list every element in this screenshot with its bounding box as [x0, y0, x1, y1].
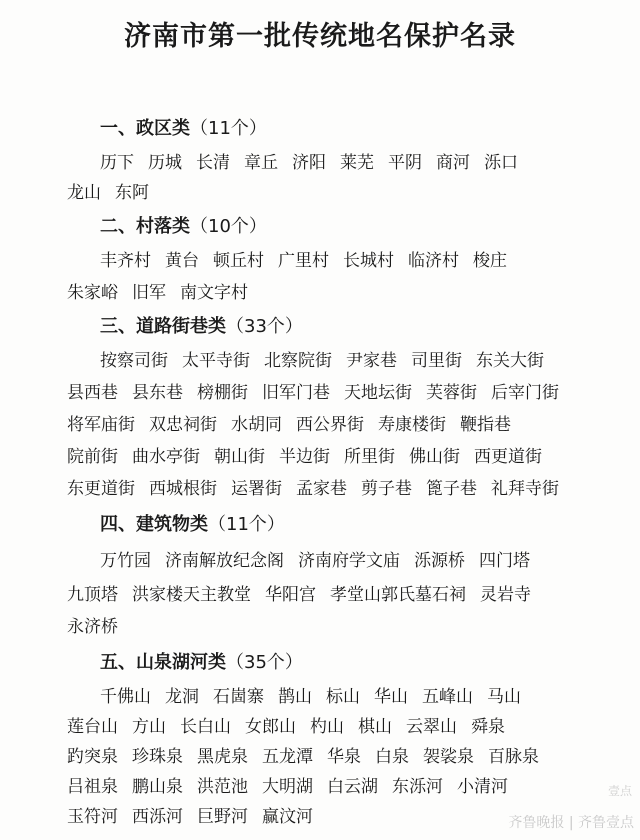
list-item: 石崮寨 [213, 687, 264, 707]
section-heading-count: （10个） [190, 216, 267, 237]
list-item: 标山 [326, 687, 360, 707]
section-heading-name: 一、政区类 [100, 118, 190, 139]
list-item: 方山 [132, 717, 166, 737]
list-item: 篦子巷 [426, 479, 477, 499]
list-item: 济南府学文庙 [298, 551, 400, 571]
list-item: 长城村 [343, 251, 394, 271]
list-item: 四门塔 [479, 551, 530, 571]
list-item: 小清河 [457, 777, 508, 797]
list-item: 珍珠泉 [132, 747, 183, 767]
list-item: 旧军门巷 [262, 383, 330, 403]
list-item: 孟家巷 [296, 479, 347, 499]
list-item: 西泺河 [132, 807, 183, 827]
list-item: 杓山 [310, 717, 344, 737]
list-item: 马山 [487, 687, 521, 707]
list-item: 长清 [196, 153, 230, 173]
list-item: 所里街 [344, 447, 395, 467]
section-heading [100, 114, 267, 140]
list-item: 剪子巷 [361, 479, 412, 499]
list-item: 西更道街 [474, 447, 542, 467]
list-item: 曲水亭街 [132, 447, 200, 467]
list-row [67, 178, 163, 203]
list-item: 朝山街 [214, 447, 265, 467]
list-item: 司里街 [411, 351, 462, 371]
section-heading-count: （35个） [226, 652, 303, 673]
list-item: 水胡同 [231, 415, 282, 435]
section-heading-count: （33个） [226, 316, 303, 337]
list-item: 长白山 [180, 717, 231, 737]
list-item: 巨野河 [197, 807, 248, 827]
list-item: 寿康楼街 [378, 415, 446, 435]
list-item: 泺源桥 [414, 551, 465, 571]
section-heading [100, 648, 303, 674]
list-item: 华阳宫 [265, 585, 316, 605]
list-row [67, 580, 545, 605]
list-row [100, 546, 544, 571]
list-item: 后宰门街 [491, 383, 559, 403]
list-item: 双忠祠街 [149, 415, 217, 435]
section-heading-name: 三、道路街巷类 [100, 316, 226, 337]
section-heading [100, 212, 267, 238]
list-item: 丰齐村 [100, 251, 151, 271]
list-item: 黄台 [165, 251, 199, 271]
list-item: 洪家楼天主教堂 [132, 585, 251, 605]
list-item: 礼拜寺街 [491, 479, 559, 499]
list-item: 章丘 [244, 153, 278, 173]
list-item: 九顶塔 [67, 585, 118, 605]
list-item: 永济桥 [67, 617, 118, 637]
list-item: 女郎山 [245, 717, 296, 737]
list-item: 佛山街 [409, 447, 460, 467]
list-item: 西公界街 [296, 415, 364, 435]
section-heading [100, 510, 285, 536]
list-item: 将军庙街 [67, 415, 135, 435]
list-row [100, 246, 521, 271]
list-item: 趵突泉 [67, 747, 118, 767]
list-item: 舜泉 [471, 717, 505, 737]
list-item: 芙蓉街 [426, 383, 477, 403]
list-row [67, 442, 556, 467]
list-item: 院前街 [67, 447, 118, 467]
list-item: 太平寺街 [182, 351, 250, 371]
list-item: 千佛山 [100, 687, 151, 707]
list-item: 鹊山 [278, 687, 312, 707]
list-item: 天地坛街 [344, 383, 412, 403]
section-heading-name: 四、建筑物类 [100, 514, 208, 535]
list-item: 济南解放纪念阁 [165, 551, 284, 571]
list-item: 平阴 [388, 153, 422, 173]
watermark-small: 壹点 [607, 784, 632, 798]
list-item: 县东巷 [132, 383, 183, 403]
list-item: 济阳 [292, 153, 326, 173]
list-item: 百脉泉 [488, 747, 539, 767]
list-item: 华泉 [327, 747, 361, 767]
list-item: 按察司街 [100, 351, 168, 371]
list-item: 县西巷 [67, 383, 118, 403]
section-heading [100, 312, 303, 338]
section-heading-name: 二、村落类 [100, 216, 190, 237]
list-item: 朱家峪 [67, 283, 118, 303]
list-item: 东关大街 [476, 351, 544, 371]
list-item: 大明湖 [262, 777, 313, 797]
list-item: 广里村 [278, 251, 329, 271]
list-item: 东泺河 [392, 777, 443, 797]
list-item: 黑虎泉 [197, 747, 248, 767]
list-item: 吕祖泉 [67, 777, 118, 797]
list-item: 西城根街 [149, 479, 217, 499]
list-item: 北察院街 [264, 351, 332, 371]
list-item: 白云湖 [327, 777, 378, 797]
list-item: 白泉 [375, 747, 409, 767]
list-item: 五峰山 [422, 687, 473, 707]
list-row [67, 612, 132, 637]
list-item: 洪范池 [197, 777, 248, 797]
list-item: 运署街 [231, 479, 282, 499]
list-item: 顿丘村 [213, 251, 264, 271]
list-item: 鞭指巷 [460, 415, 511, 435]
list-item: 历城 [148, 153, 182, 173]
list-item: 灵岩寺 [480, 585, 531, 605]
list-item: 华山 [374, 687, 408, 707]
list-item: 榜棚街 [197, 383, 248, 403]
list-row [67, 378, 573, 403]
section-heading-count: （11个） [190, 118, 267, 139]
list-row [67, 410, 525, 435]
list-item: 尹家巷 [346, 351, 397, 371]
section-heading-count: （11个） [208, 514, 285, 535]
list-row [67, 712, 519, 737]
list-item: 万竹园 [100, 551, 151, 571]
list-row [67, 772, 522, 797]
list-row [67, 742, 553, 767]
list-item: 鹏山泉 [132, 777, 183, 797]
watermark: 齐鲁晚报 | 齐鲁壹点 [508, 815, 634, 831]
list-item: 历下 [100, 153, 134, 173]
list-row [67, 474, 573, 499]
list-row [100, 346, 558, 371]
list-item: 商河 [436, 153, 470, 173]
list-item: 赢汶河 [262, 807, 313, 827]
list-row [67, 278, 262, 303]
list-item: 南文字村 [180, 283, 248, 303]
list-item: 梭庄 [473, 251, 507, 271]
page-title: 济南市第一批传统地名保护名录 [124, 21, 516, 52]
list-item: 东更道街 [67, 479, 135, 499]
list-item: 莱芜 [340, 153, 374, 173]
list-item: 莲台山 [67, 717, 118, 737]
section-heading-name: 五、山泉湖河类 [100, 652, 226, 673]
list-item: 孝堂山郭氏墓石祠 [330, 585, 466, 605]
list-item: 半边街 [279, 447, 330, 467]
list-item: 东阿 [115, 183, 149, 203]
list-item: 龙山 [67, 183, 101, 203]
list-item: 棋山 [358, 717, 392, 737]
list-item: 龙洞 [165, 687, 199, 707]
list-item: 旧军 [132, 283, 166, 303]
list-item: 云翠山 [406, 717, 457, 737]
list-item: 泺口 [484, 153, 518, 173]
list-item: 玉符河 [67, 807, 118, 827]
list-item: 临济村 [408, 251, 459, 271]
list-row [67, 802, 327, 827]
list-item: 袈裟泉 [423, 747, 474, 767]
list-row [100, 682, 535, 707]
list-row [100, 148, 532, 173]
list-item: 五龙潭 [262, 747, 313, 767]
